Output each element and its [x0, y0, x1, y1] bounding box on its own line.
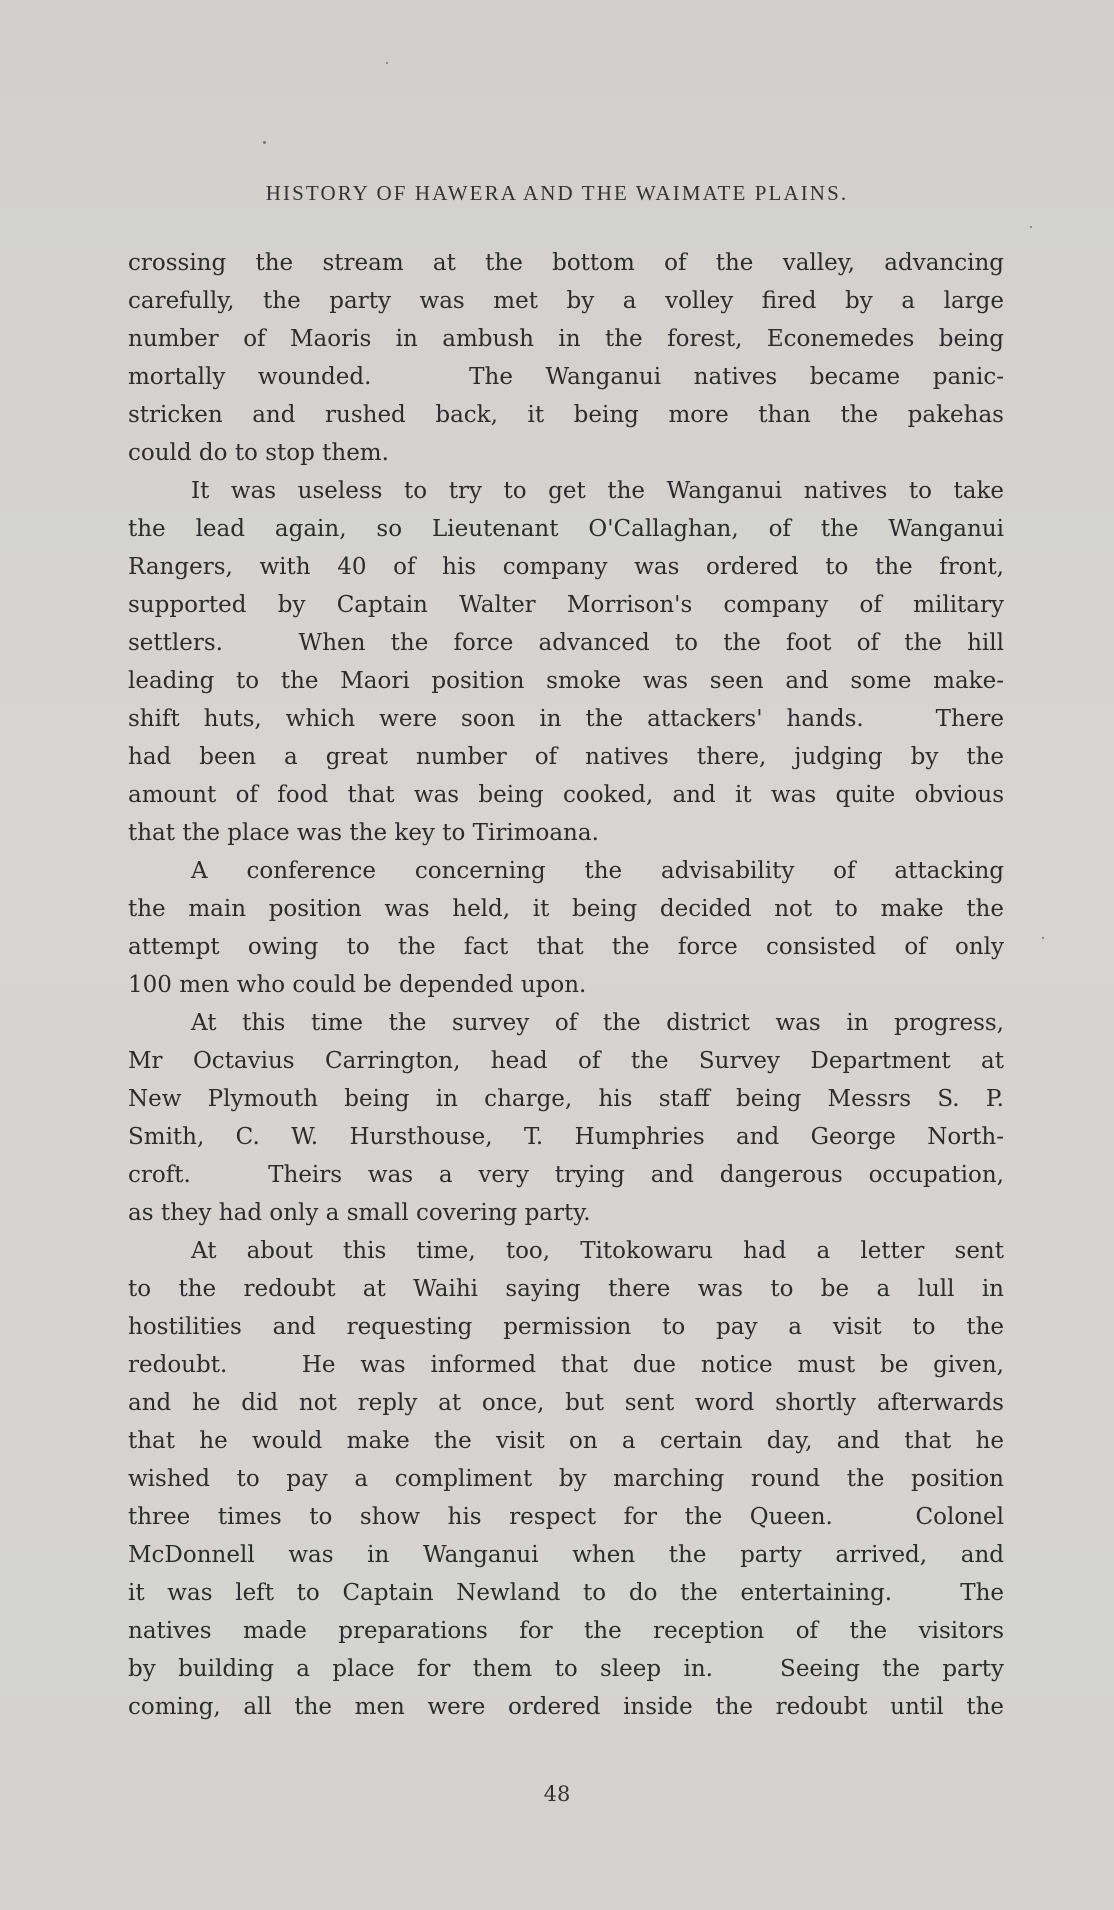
text-line: 100 men who could be depended upon.	[128, 972, 587, 998]
text-line: and he did not reply at once, but sent word shortly afterwards	[128, 1390, 1004, 1416]
text-line: as they had only a small covering party.	[128, 1200, 591, 1226]
text-line: Smith, C. W. Hursthouse, T. Humphries and George North-	[128, 1124, 1004, 1150]
text-line: redoubt. He was informed that due notice must be given,	[128, 1352, 1004, 1378]
text-line: had been a great number of natives there, judging by the	[128, 744, 1004, 770]
text-line: carefully, the party was met by a volley fired by a large	[128, 288, 1004, 314]
paper-speck	[263, 141, 266, 144]
text-line: At this time the survey of the district was in progress,	[191, 1010, 1004, 1036]
text-line: the lead again, so Lieutenant O'Callaghan, of the Wanganui	[128, 516, 1004, 542]
paragraph	[128, 852, 1004, 1004]
text-line: natives made preparations for the reception of the visitors	[128, 1618, 1004, 1644]
text-line: Mr Octavius Carrington, head of the Survey Department at	[128, 1048, 1004, 1074]
text-line: that the place was the key to Tirimoana.	[128, 820, 599, 846]
text-line: three times to show his respect for the Queen. Colonel	[128, 1504, 1004, 1530]
text-line: crossing the stream at the bottom of the valley, advancing	[128, 250, 1004, 276]
text-line: McDonnell was in Wanganui when the party arrived, and	[128, 1542, 1004, 1568]
paper-speck	[386, 62, 388, 64]
text-line: by building a place for them to sleep in. Seeing the party	[128, 1656, 1004, 1682]
text-line: It was useless to try to get the Wanganui natives to take	[191, 478, 1004, 504]
text-line: hostilities and requesting permission to pay a visit to the	[128, 1314, 1004, 1340]
text-line: settlers. When the force advanced to the foot of the hill	[128, 630, 1004, 656]
running-head: HISTORY OF HAWERA AND THE WAIMATE PLAINS.	[265, 181, 849, 205]
page-number: 48	[543, 1782, 571, 1806]
text-line: stricken and rushed back, it being more than the pakehas	[128, 402, 1004, 428]
paragraph	[128, 472, 1004, 852]
text-line: that he would make the visit on a certain day, and that he	[128, 1428, 1004, 1454]
text-line: New Plymouth being in charge, his staff being Messrs S. P.	[128, 1086, 1004, 1112]
text-line: leading to the Maori position smoke was seen and some make-	[128, 668, 1004, 694]
body-text	[128, 244, 1004, 1726]
text-line: number of Maoris in ambush in the forest, Econemedes being	[128, 326, 1004, 352]
paragraph	[128, 1004, 1004, 1232]
paper-speck	[1042, 937, 1044, 939]
text-line: mortally wounded. The Wanganui natives became panic-	[128, 364, 1004, 390]
text-line: A conference concerning the advisability of attacking	[191, 858, 1004, 884]
text-line: could do to stop them.	[128, 440, 389, 466]
text-line: the main position was held, it being decided not to make the	[128, 896, 1004, 922]
text-line: shift huts, which were soon in the attackers' hands. There	[128, 706, 1004, 732]
paper-speck	[1030, 226, 1032, 228]
text-line: it was left to Captain Newland to do the entertaining. The	[128, 1580, 1004, 1606]
text-line: wished to pay a compliment by marching round the position	[128, 1466, 1004, 1492]
paragraph	[128, 1232, 1004, 1726]
text-line: At about this time, too, Titokowaru had a letter sent	[191, 1238, 1004, 1264]
text-line: attempt owing to the fact that the force consisted of only	[128, 934, 1004, 960]
text-line: coming, all the men were ordered inside the redoubt until the	[128, 1694, 1004, 1720]
text-line: supported by Captain Walter Morrison's company of military	[128, 592, 1004, 618]
text-line: croft. Theirs was a very trying and dangerous occupation,	[128, 1162, 1004, 1188]
text-line: to the redoubt at Waihi saying there was to be a lull in	[128, 1276, 1004, 1302]
text-line: amount of food that was being cooked, and it was quite obvious	[128, 782, 1004, 808]
text-line: Rangers, with 40 of his company was ordered to the front,	[128, 554, 1004, 580]
paragraph	[128, 244, 1004, 472]
